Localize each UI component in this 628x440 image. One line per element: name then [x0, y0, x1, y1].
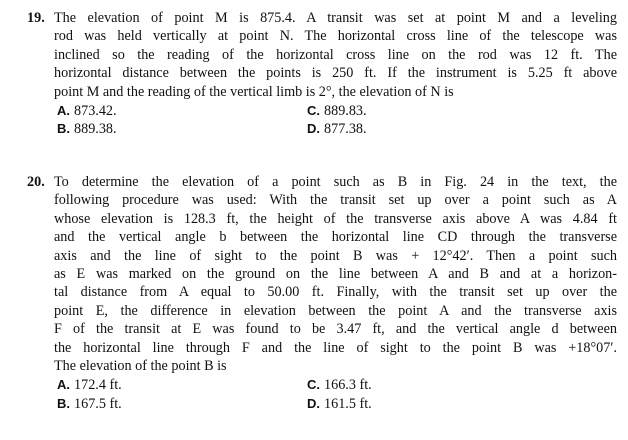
answer-options — [57, 102, 617, 139]
option-letter: B. — [57, 121, 70, 137]
question-line: To determine the elevation of a point such as B in Fig. 24 in the text, the — [54, 174, 617, 190]
option-c — [307, 102, 557, 120]
answer-options — [57, 376, 617, 413]
question-line: the horizontal line through F and the line of sight to the point B was +18°07′. — [54, 339, 617, 356]
question-line: tal distance from A equal to 50.00 ft. Finally, with the transit set up over the — [54, 284, 617, 301]
option-text: 161.5 ft. — [324, 395, 372, 412]
question-19 — [27, 9, 617, 139]
option-letter: A. — [57, 377, 70, 393]
question-line: inclined so the reading of the horizontal cross line on the rod was 12 ft. The — [54, 46, 617, 63]
option-b — [57, 120, 307, 138]
question-text — [54, 9, 617, 101]
option-text: 167.5 ft. — [74, 395, 122, 412]
option-letter: B. — [57, 395, 70, 411]
question-line: The elevation of the point B is — [54, 358, 227, 375]
question-line: horizontal distance between the points is 250 ft. If the instrument is 5.25 ft above — [54, 65, 617, 82]
question-line: rod was held vertically at point N. The horizontal cross line of the telescope was — [54, 28, 617, 45]
question-line: and the vertical angle b between the horizontal line CD through the transverse — [54, 229, 617, 246]
option-text: 889.38. — [74, 121, 117, 138]
option-letter: C. — [307, 377, 320, 393]
option-text: 166.3 ft. — [324, 377, 372, 394]
option-d — [307, 395, 557, 413]
question-line: point E, the difference in elevation between the point A and the transverse axis — [54, 302, 617, 319]
question-text — [54, 173, 617, 375]
option-text: 172.4 ft. — [74, 377, 122, 394]
question-line: whose elevation is 128.3 ft, the height of the transverse axis above A was 4.84 ft — [54, 210, 617, 227]
question-line: as E was marked on the ground on the line between A and B and at a horizon- — [54, 266, 617, 283]
question-line: following procedure was used: With the transit set up over a point such as A — [54, 192, 617, 209]
question-number: 20. — [27, 174, 45, 190]
option-letter: C. — [307, 103, 320, 119]
option-a — [57, 376, 307, 394]
question-line: The elevation of point M is 875.4. A transit was set at point M and a leveling — [54, 10, 617, 26]
question-line: axis and the line of sight to the point B was + 12°42′. Then a point such — [54, 247, 617, 264]
question-line: F of the transit at E was found to be 3.47 ft, and the vertical angle d between — [54, 321, 617, 338]
question-line: point M and the reading of the vertical limb is 2°, the elevation of N is — [54, 83, 454, 100]
option-letter: A. — [57, 103, 70, 119]
option-d — [307, 120, 557, 138]
option-text: 889.83. — [324, 103, 367, 120]
option-letter: D. — [307, 395, 320, 411]
option-text: 877.38. — [324, 121, 367, 138]
option-a — [57, 102, 307, 120]
option-text: 873.42. — [74, 103, 117, 120]
option-b — [57, 395, 307, 413]
option-c — [307, 376, 557, 394]
question-number: 19. — [27, 10, 45, 26]
question-20 — [27, 173, 617, 413]
option-letter: D. — [307, 121, 320, 137]
